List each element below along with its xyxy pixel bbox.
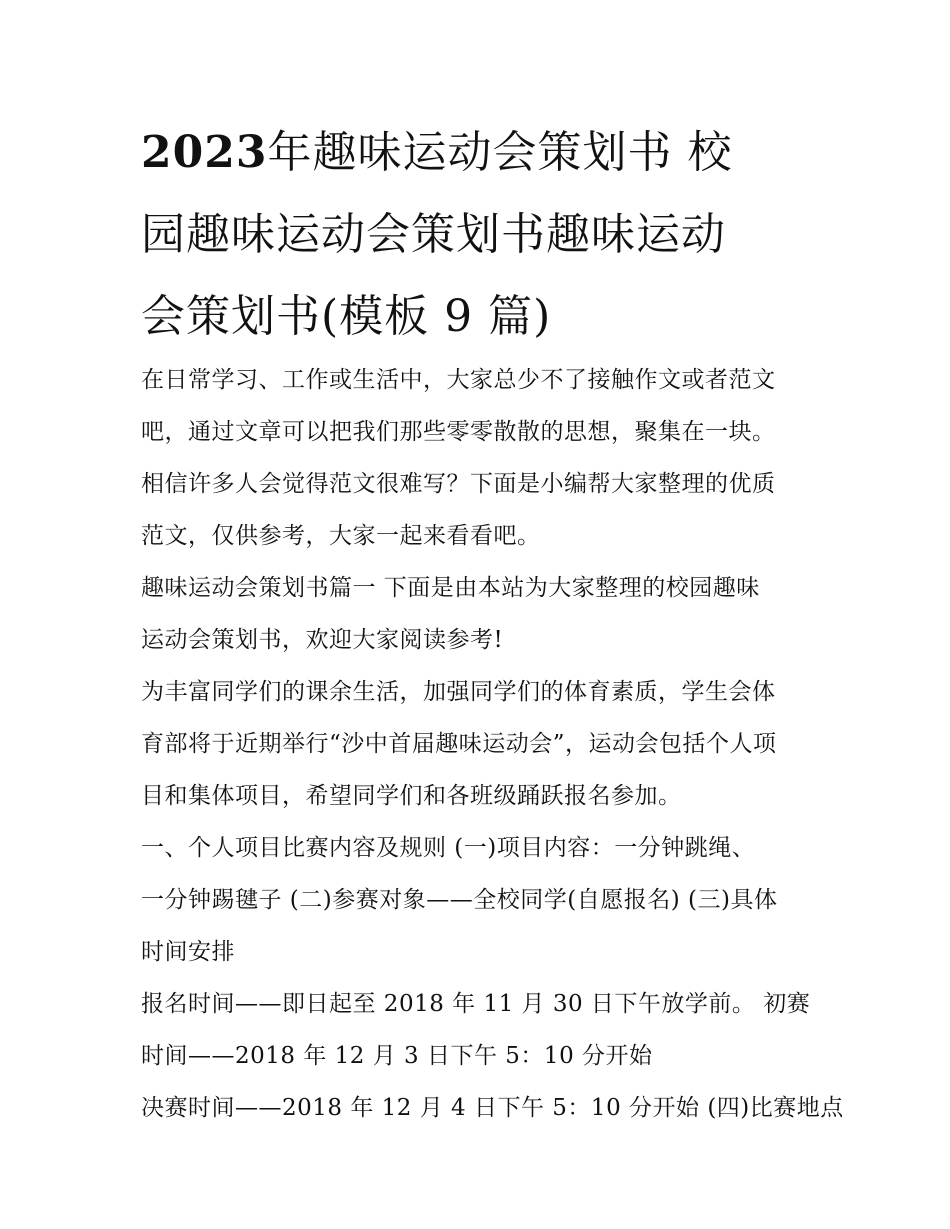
final-schedule-paragraph (141, 1082, 844, 1134)
paragraph-line: 一分钟踢毽子 (二)参赛对象——全校同学(自愿报名) (三)具体 (141, 887, 778, 913)
paragraph-line: 为丰富同学们的课余生活，加强同学们的体育素质，学生会体 (141, 679, 776, 705)
paragraph-line: 育部将于近期举行“沙中首届趣味运动会”，运动会包括个人项 (141, 731, 777, 757)
paragraph-line: 报名时间——即日起至 2018 年 11 月 30 日下午放学前。 初赛 (141, 991, 811, 1017)
paragraph-line: 决赛时间——2018 年 12 月 4 日下午 5：10 分开始 (四)比赛地点 (141, 1095, 844, 1121)
purpose-paragraph (141, 666, 821, 822)
document-title (141, 112, 821, 358)
paragraph-line: 吧，通过文章可以把我们那些零零散散的思想，聚集在一块。 (141, 419, 776, 445)
title-year: 2023 (141, 127, 268, 178)
section-one-intro (141, 562, 821, 666)
paragraph-line: 范文，仅供参考，大家一起来看看吧。 (141, 523, 541, 549)
intro-paragraph (141, 354, 821, 562)
title-line (141, 276, 821, 358)
document-page (141, 112, 844, 1134)
title-line (141, 194, 821, 276)
paragraph-line: 时间安排 (141, 939, 235, 965)
paragraph-line: 相信许多人会觉得范文很难写？下面是小编帮大家整理的优质 (141, 471, 776, 497)
title-line-text: 园趣味运动会策划书趣味运动 (141, 209, 726, 260)
paragraph-line: 运动会策划书，欢迎大家阅读参考! (141, 627, 504, 653)
title-line (141, 112, 821, 194)
title-line-text: 年趣味运动会策划书 校 (267, 127, 733, 178)
paragraph-line: 一、个人项目比赛内容及规则 (一)项目内容：一分钟跳绳、 (141, 835, 756, 861)
schedule-paragraph (141, 978, 821, 1082)
paragraph-line: 在日常学习、工作或生活中，大家总少不了接触作文或者范文 (141, 367, 776, 393)
rules-paragraph (141, 822, 821, 978)
title-line-text: 会策划书(模板 9 篇) (141, 291, 552, 342)
paragraph-line: 目和集体项目，希望同学们和各班级踊跃报名参加。 (141, 783, 682, 809)
paragraph-line: 趣味运动会策划书篇一 下面是由本站为大家整理的校园趣味 (141, 575, 760, 601)
paragraph-line: 时间——2018 年 12 月 3 日下午 5：10 分开始 (141, 1043, 653, 1069)
